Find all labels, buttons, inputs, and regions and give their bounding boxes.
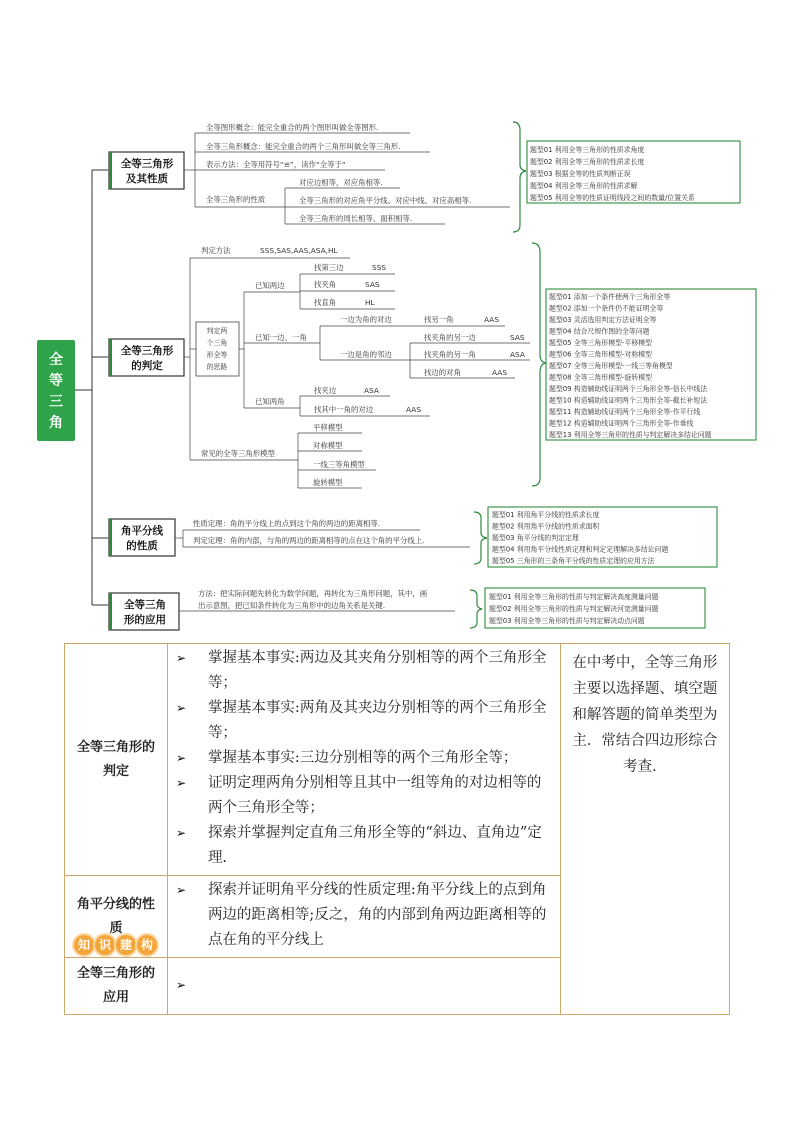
arrow-bullet-icon: ➢ [175,977,186,992]
s2-model-1: 平移模型 [313,423,343,432]
badge-char-3: 建 [116,935,136,955]
s2-ts-1v: SSS [372,263,387,272]
row-head-bisector: 角平分线的性质 [65,876,168,958]
s1-task-3: 题型03 根据全等的性质判断正误 [530,170,631,178]
s2-adj-2: 找夹角的另一角 [424,350,476,359]
s2-ta-2v: AAS [406,405,422,414]
s2-task-13: 题型13 利用全等三角形的性质与判定解决多结论问题 [549,431,712,439]
s4-method-2: 出示意图，把已知条件转化为三角形中的边角关系是关键. [198,601,386,610]
s2-task-9: 题型09 构造辅助线证明两个三角形全等-倍长中线法 [549,385,708,393]
s2-two-angles: 已知两角 [255,397,285,406]
list-item: ➢ 探索并证明角平分线的性质定理:角平分线上的点到角两边的距离相等;反之，角的内部到角两边距离相等的点在角的平分线上 [176,878,552,953]
s2-method-label: 判定方法 [201,246,231,255]
row-items-judgement [167,644,560,876]
s2-model-4: 旋转模型 [313,478,343,487]
list-item: ➢ 掌握基本事实:三边分别相等的两个三角形全等； [176,746,552,771]
s3-item-1: 性质定理：角的平分线上的点到这个角的两边的距离相等. [193,519,381,528]
s2-adj: 一边是角的邻边 [340,350,392,359]
badge-char-4: 构 [137,935,157,955]
s2-opp-value: AAS [484,315,500,324]
list-item: ➢ 掌握基本事实:两边及其夹角分别相等的两个三角形全等； [176,646,552,696]
s2-task-5: 题型05 全等三角形模型-平移模型 [549,339,653,347]
s2-method-value: SSS,SAS,AAS,ASA,HL [260,246,338,255]
s1-title-2: 及其性质 [126,173,168,185]
s3-task-5: 题型05 三角形的三条角平分线的性质定理的应用方法 [492,557,655,565]
s2-adj-1v: SAS [510,333,525,342]
s2-opp-item: 找另一角 [424,315,454,324]
badge-char-2: 识 [95,935,115,955]
s2-think-3: 形全等 [206,351,228,359]
s1-item-3: 表示方法：全等用符号“≌”，读作“全等于” [206,160,346,169]
s4-task-3: 题型03 利用全等三角形的性质与判定解决动点问题 [489,617,645,625]
s2-adj-2v: ASA [510,350,525,359]
row-head-application: 全等三角形的应用 [65,958,168,1015]
s2-opp: 一边为角的对边 [340,315,392,324]
s2-ta-2: 找其中一角的对边 [314,405,374,414]
s1-task-5: 题型05 利用全等的性质证明线段之间的数量/位置关系 [530,194,695,202]
s3-task-2: 题型02 利用角平分线的性质求面积 [492,522,600,531]
s2-side-angle: 已知一边、一角 [255,333,307,342]
s2-task-10: 题型10 构造辅助线证明两个三角形全等-截长补短法 [549,396,708,405]
s2-task-6: 题型06 全等三角形模型-对称模型 [549,350,653,359]
s4-title-2: 形的应用 [124,614,166,626]
s4-task-2: 题型02 利用全等三角形的性质与判定解决河宽测量问题 [489,605,659,613]
s4-method-1: 方法：把实际问题先转化为数学问题，再转化为三角形问题，其中，画 [198,589,428,598]
list-item: ➢ 证明定理两角分别相等且其中一组等角的对边相等的两个三角形全等； [176,771,552,821]
s2-adj-1: 找夹角的另一边 [424,333,476,342]
s2-think-2: 个三角 [206,339,228,347]
s3-title-2: 的性质 [126,540,158,552]
root-char-1: 全 [49,352,63,368]
s2-task-12: 题型12 构造辅助线证明两个三角形全等-作垂线 [549,419,694,428]
s3-task-4: 题型04 利用角平分线性质定理和判定定理解决多结论问题 [492,545,669,554]
s1-prop-2: 全等三角形的对应角平分线、对应中线、对应高相等. [299,196,472,205]
s2-task-11: 题型11 构造辅助线证明两个三角形全等-作平行线 [549,408,701,416]
s2-title-2: 的判定 [131,360,163,372]
arrow-bullet-icon: ➢ [175,651,186,665]
s2-ts-2v: SAS [365,280,380,289]
s2-ta-1: 找夹边 [314,386,337,395]
badge-char-1: 知 [74,935,94,955]
s2-task-7: 题型07 全等三角形模型-一线三等角模型 [549,362,673,370]
s2-ts-3v: HL [365,298,375,307]
s1-task-2: 题型02 利用全等三角形的性质求长度 [530,158,645,166]
s1-prop-1: 对应边相等，对应角相等. [299,178,383,187]
s1-task-4: 题型04 利用全等三角形的性质求解 [530,182,638,190]
row-items-bisector [167,876,560,958]
s1-item-1: 全等图形概念：能完全重合的两个图形叫做全等图形. [206,123,379,132]
s2-ts-1: 找第三边 [314,263,344,272]
s4-title-1: 全等三角 [124,599,166,611]
s3-title-1: 角平分线 [121,525,163,537]
s2-think-1: 判定两 [206,327,228,335]
s2-adj-3v: AAS [492,368,508,377]
s3-task-3: 题型03 角平分线的判定定理 [492,534,579,542]
s3-task-1: 题型01 利用角平分线的性质求长度 [492,511,600,519]
list-item: ➢ 掌握基本事实:两角及其夹边分别相等的两个三角形全等； [176,696,552,746]
s1-title-1: 全等三角形 [120,158,174,170]
arrow-bullet-icon: ➢ [175,776,186,790]
list-item [176,973,552,998]
s2-task-8: 题型08 全等三角形模型-旋转模型 [549,373,653,382]
s2-ts-3: 找直角 [314,298,337,307]
s2-model-2: 对称模型 [313,441,343,450]
s2-task-3: 题型03 灵活选用判定方法证明全等 [549,316,657,324]
root-char-3: 三 [49,394,63,410]
s2-think-4: 的思路 [206,363,228,371]
arrow-bullet-icon: ➢ [175,751,186,765]
s2-two-sides: 已知两边 [255,281,285,290]
table-row [65,644,730,876]
s2-task-4: 题型04 结合尺规作图的全等问题 [549,327,650,336]
s2-ta-1v: ASA [364,386,379,395]
row-items-application [167,958,560,1015]
arrow-bullet-icon: ➢ [175,701,186,715]
s2-adj-3: 找边的对角 [424,368,461,377]
s4-task-1: 题型01 利用全等三角形的性质与判定解决高度测量问题 [489,593,659,601]
exam-note: 在中考中，全等三角形主要以选择题、填空题和解答题的简单类型为主．常结合四边形综合考查． [560,644,729,1015]
s2-task-1: 题型01 添加一个条件使两个三角形全等 [549,293,671,301]
root-char-2: 等 [49,373,63,389]
s1-task-1: 题型01 利用全等三角形的性质求角度 [530,146,645,154]
s1-prop-3: 全等三角形的周长相等、面积相等. [299,214,413,223]
s2-ts-2: 找夹角 [314,280,337,289]
arrow-bullet-icon: ➢ [175,826,186,840]
arrow-bullet-icon: ➢ [175,883,186,897]
list-item: ➢ 探索并掌握判定直角三角形全等的“斜边、直角边”定理. [176,821,552,871]
s2-model-3: 一线三等角模型 [313,460,365,469]
s2-task-2: 题型02 添加一个条件仍不能证明全等 [549,304,664,313]
s2-models-label: 常见的全等三角形模型 [201,449,275,458]
row-head-judgement: 全等三角形的判定 [65,644,168,876]
s3-item-2: 判定定理：角的内部，与角的两边的距离相等的点在这个角的平分线上. [193,536,425,545]
s1-item-4: 全等三角形的性质 [206,195,266,204]
s2-title-1: 全等三角形 [120,345,174,357]
knowledge-structure-badge [74,934,166,960]
s1-item-2: 全等三角形概念：能完全重合的两个三角形叫做全等三角形. [206,142,401,151]
root-char-4: 角 [49,415,63,431]
